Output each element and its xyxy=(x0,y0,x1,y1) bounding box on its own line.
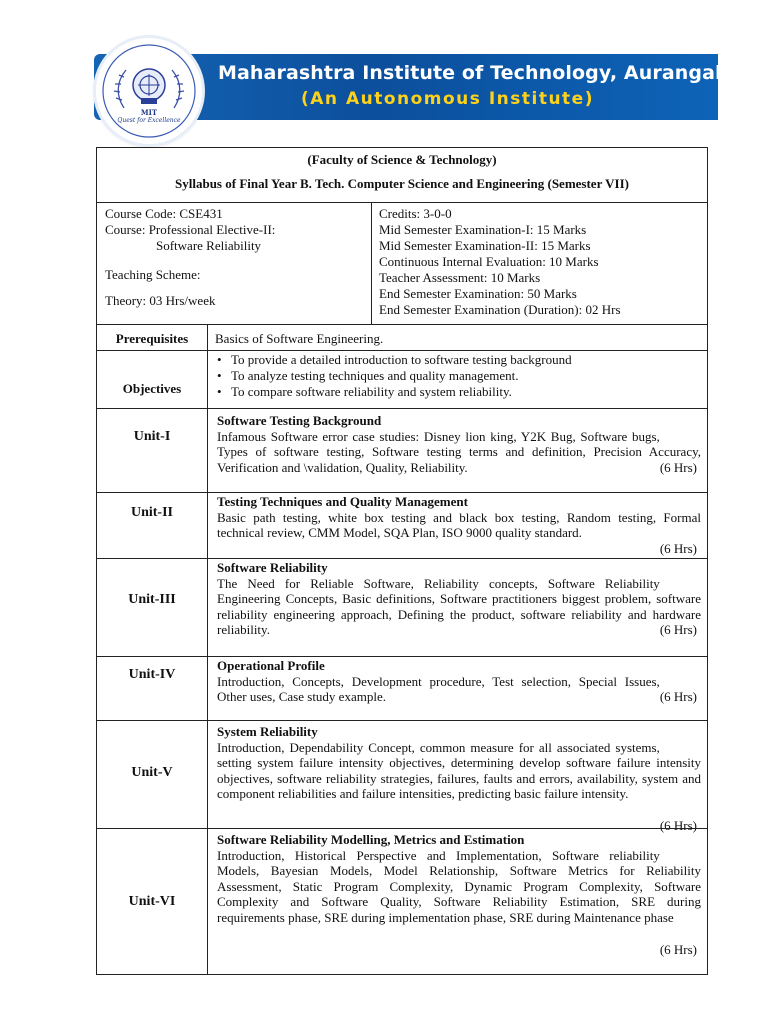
divider xyxy=(97,324,707,325)
unit-label: Unit-VI xyxy=(128,894,176,909)
credits-line: Mid Semester Examination-I: 15 Marks xyxy=(379,222,587,237)
unit-description: Introduction, Concepts, Development procedure, Test selection, Special Issues, Other uses, Case study example. xyxy=(217,673,660,705)
logo-label: MIT xyxy=(140,108,158,117)
unit-label: Unit-V xyxy=(131,765,173,780)
unit-content xyxy=(217,724,701,833)
objectives-label: Objectives xyxy=(122,381,182,396)
syllabus-title: Syllabus of Final Year B. Tech. Computer Science and Engineering (Semester VII) xyxy=(175,176,629,191)
unit-description: Introduction, Historical Perspective and Implementation, Software reliability Models, Bayesian Models, Model Relationship, Software Metrics for Reliability Assessment, Static Program Complexity, Dynamic Program Complexity, Software Complexity and Software Quality, Software Reliability Estimation, SRE during requirements phase, SRE during implementation phase, SRE during Maintenance phase xyxy=(217,847,701,925)
divider xyxy=(97,656,707,657)
logo-motto: Quest for Excellence xyxy=(117,117,181,124)
unit-description: Introduction, Dependability Concept, common measure for all associated systems, setting system failure intensity objectives, determining develop software failure intensity objectives, software reliability strategies, failures, faults and errors, availability, system and component reliabilities and failure intensities, predicting basic failure intensity. xyxy=(217,739,701,802)
divider xyxy=(97,828,707,829)
divider xyxy=(97,492,707,493)
course-subject: Software Reliability xyxy=(156,238,262,253)
unit-hours: (6 Hrs) xyxy=(659,817,697,833)
institute-subtitle: (An Autonomous Institute) xyxy=(301,89,594,109)
unit-description: Infamous Software error case studies: Disney lion king, Y2K Bug, Software bugs, Types of software testing, Software testing terms and definition, Precision Accuracy, Verification and \validation, Quality, Reliability. xyxy=(217,428,701,475)
unit-hours: (6 Hrs) xyxy=(659,688,697,704)
unit-text xyxy=(217,674,701,705)
faculty-heading: (Faculty of Science & Technology) xyxy=(307,152,497,167)
unit-title: Testing Techniques and Quality Management xyxy=(217,494,468,509)
seal-emblem-icon xyxy=(96,38,202,144)
unit-label: Unit-III xyxy=(128,592,176,607)
unit-content xyxy=(217,413,701,475)
credits-line: End Semester Examination: 50 Marks xyxy=(379,286,577,301)
credits-block xyxy=(379,206,621,318)
course-code: Course Code: CSE431 xyxy=(105,206,223,221)
credits-line: Credits: 3-0-0 xyxy=(379,206,452,221)
divider xyxy=(371,202,372,324)
unit-hours: (6 Hrs) xyxy=(659,941,697,957)
unit-text xyxy=(217,429,701,476)
divider xyxy=(97,408,707,409)
unit-hours: (6 Hrs) xyxy=(659,540,697,556)
unit-title: Software Reliability Modelling, Metrics and Estimation xyxy=(217,832,525,847)
objective-item: • To analyze testing techniques and quality management. xyxy=(213,368,703,384)
unit-content xyxy=(217,658,701,705)
credits-line: Mid Semester Examination-II: 15 Marks xyxy=(379,238,591,253)
unit-title: System Reliability xyxy=(217,724,318,739)
objective-item: • To provide a detailed introduction to software testing background xyxy=(213,352,703,368)
divider xyxy=(97,202,707,203)
unit-hours: (6 Hrs) xyxy=(659,459,697,475)
unit-content xyxy=(217,560,701,638)
theory-hours: Theory: 03 Hrs/week xyxy=(105,293,216,308)
syllabus-table xyxy=(96,147,708,975)
unit-content xyxy=(217,494,701,556)
institute-logo xyxy=(96,38,202,144)
prerequisites-value: Basics of Software Engineering. xyxy=(215,331,384,346)
objective-item: • To compare software reliability and system reliability. xyxy=(213,384,703,400)
institute-title: Maharashtra Institute of Technology, Aurangabad xyxy=(218,62,756,84)
unit-title: Software Testing Background xyxy=(217,413,382,428)
divider xyxy=(97,350,707,351)
unit-description: The Need for Reliable Software, Reliability concepts, Software Reliability Engineering Concepts, Basic definitions, Software practitioners biggest problem, software reliability engineering approach, Defining the product, software reliability and hardware reliability. xyxy=(217,575,701,638)
divider xyxy=(97,720,707,721)
objectives-list xyxy=(213,352,703,400)
unit-label: Unit-IV xyxy=(128,667,176,682)
unit-title: Software Reliability xyxy=(217,560,328,575)
unit-label: Unit-I xyxy=(133,429,171,444)
divider xyxy=(207,324,208,974)
unit-title: Operational Profile xyxy=(217,658,325,673)
credits-line: End Semester Examination (Duration): 02 Hrs xyxy=(379,302,621,317)
divider xyxy=(97,558,707,559)
unit-text xyxy=(217,739,701,833)
unit-hours: (6 Hrs) xyxy=(659,621,697,637)
unit-content xyxy=(217,832,701,957)
unit-description: Basic path testing, white box testing and black box testing, Random testing, Formal technical review, CMM Model, SQA Plan, ISO 9000 quality standard. xyxy=(217,509,701,541)
course-name: Course: Professional Elective-II: xyxy=(105,222,276,237)
credits-line: Continuous Internal Evaluation: 10 Marks xyxy=(379,254,599,269)
unit-text xyxy=(217,576,701,638)
unit-text xyxy=(217,847,701,957)
prerequisites-label: Prerequisites xyxy=(115,331,189,346)
credits-line: Teacher Assessment: 10 Marks xyxy=(379,270,541,285)
unit-label: Unit-II xyxy=(130,505,173,520)
teaching-scheme: Teaching Scheme: xyxy=(105,267,201,282)
